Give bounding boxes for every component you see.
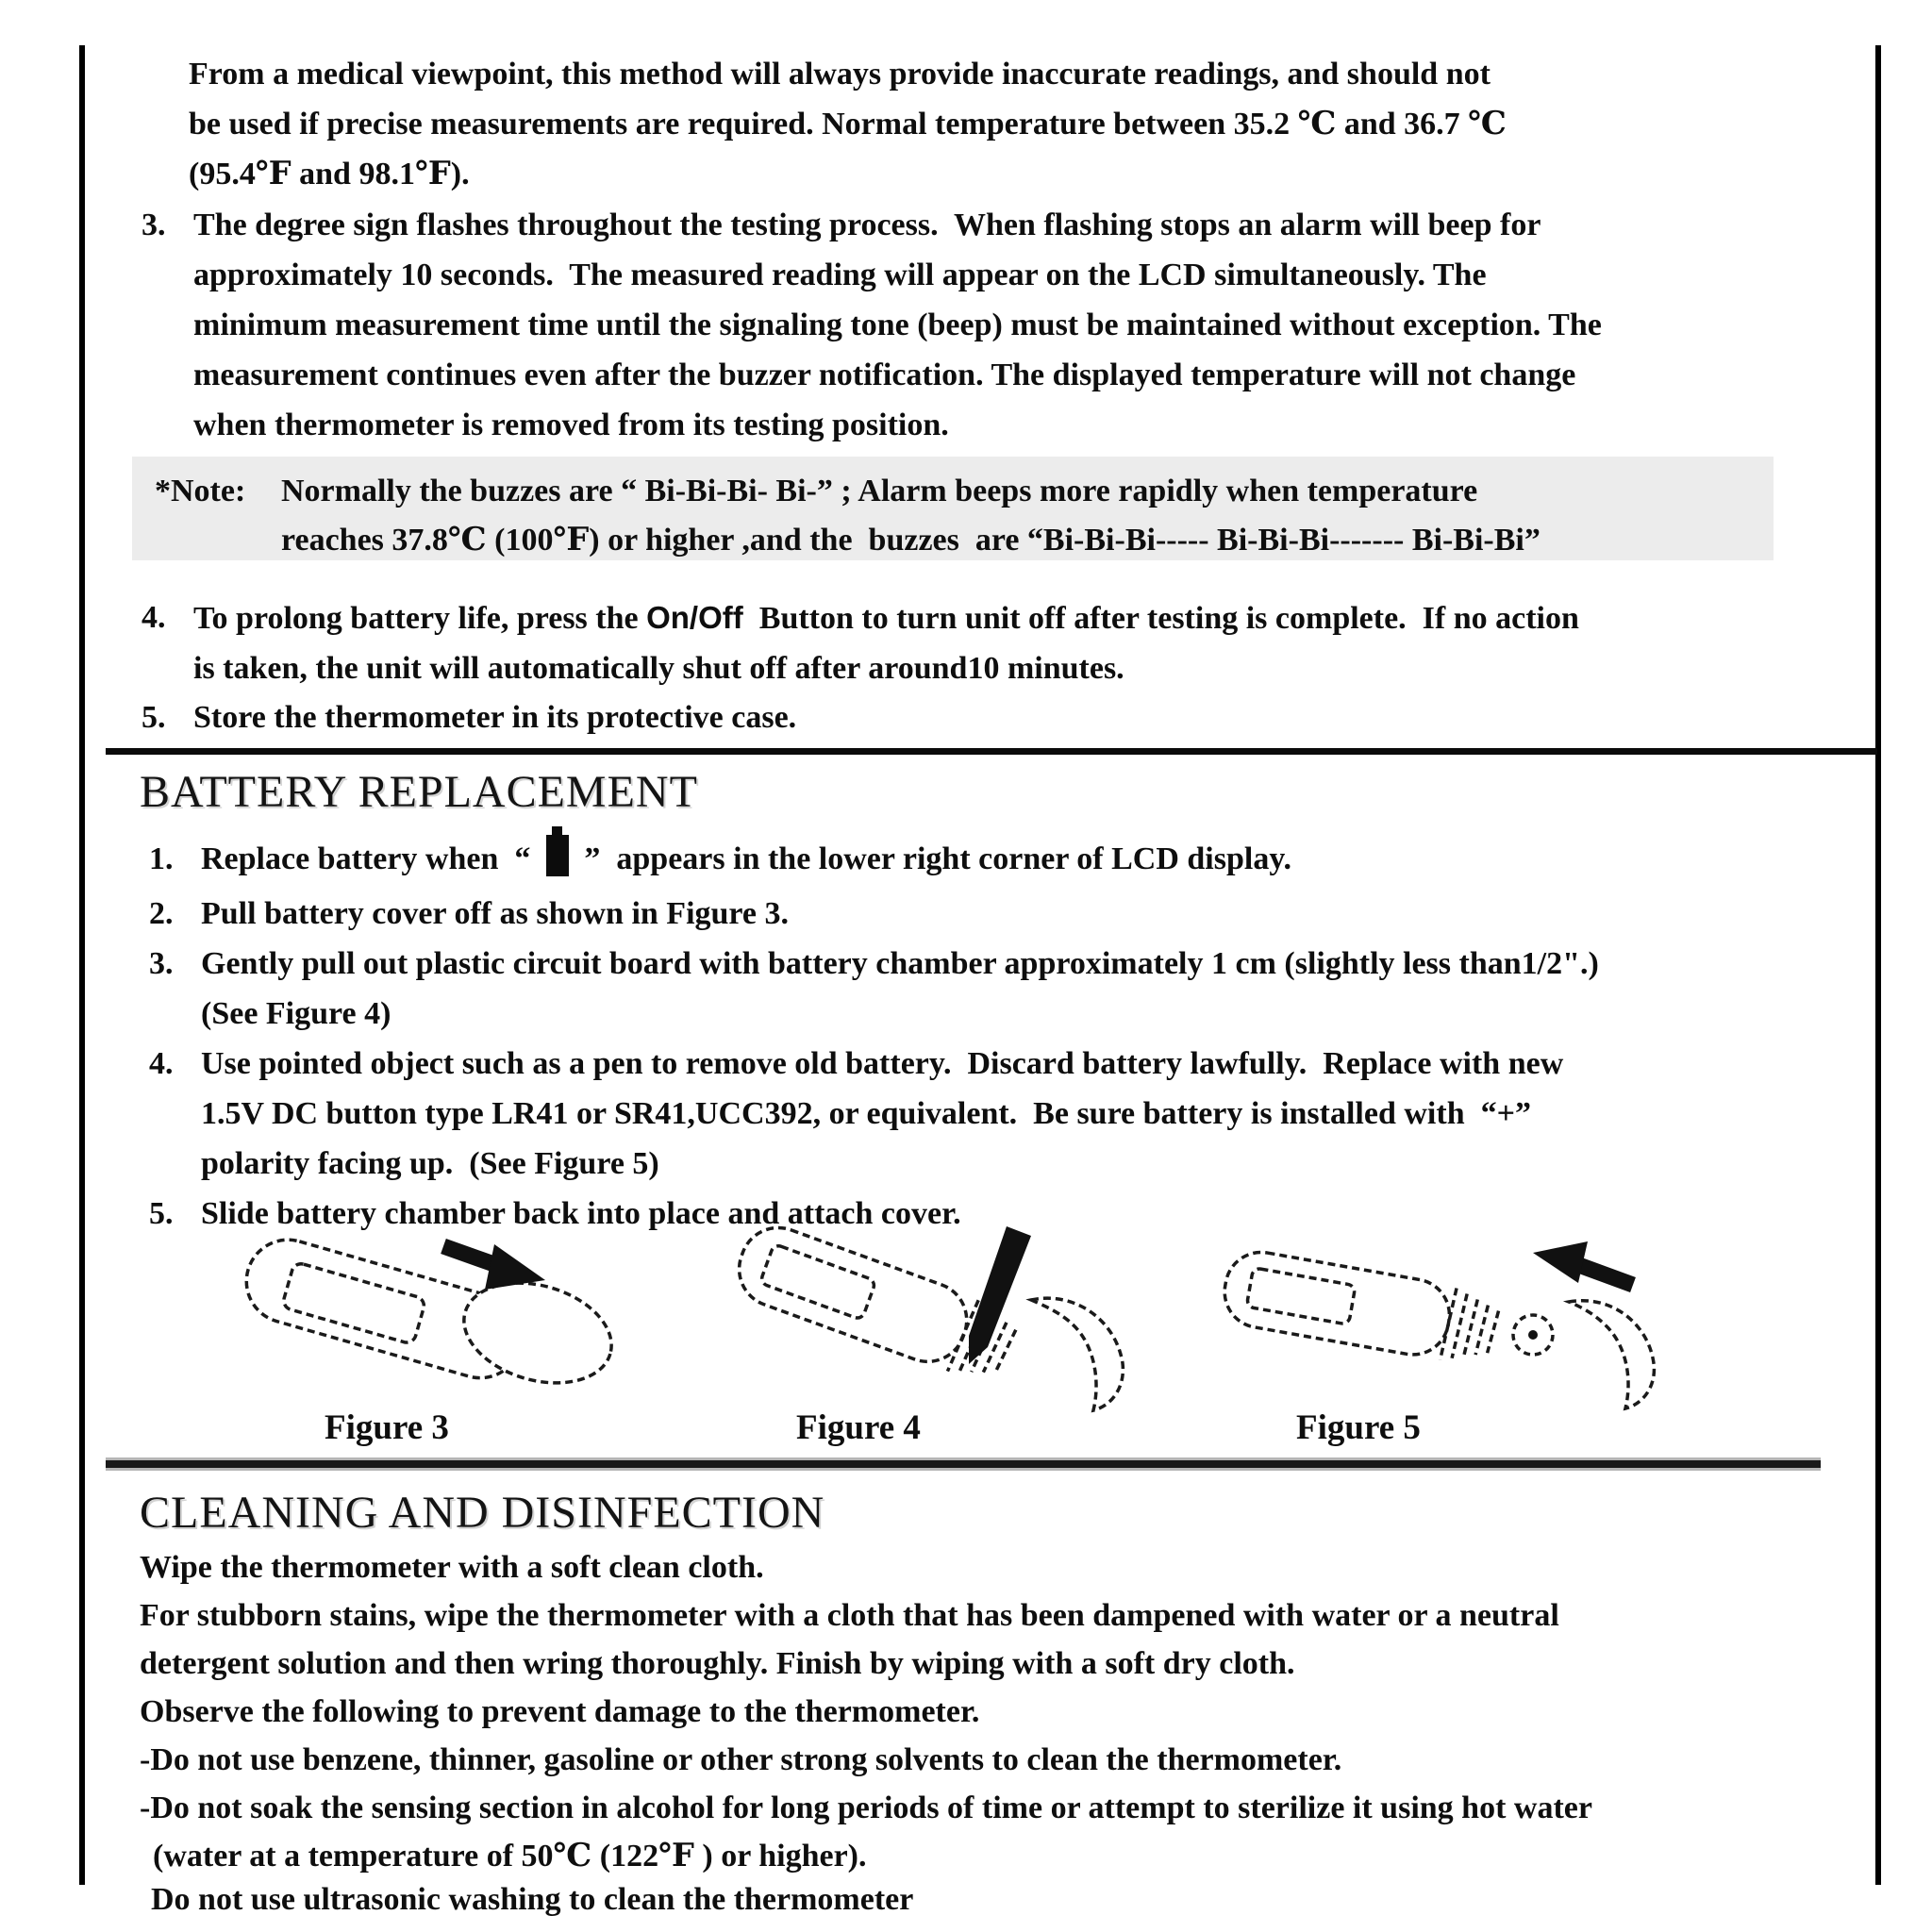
note-line: Normally the buzzes are “ Bi-Bi-Bi- Bi-” ; Alarm beeps more rapidly when temperature xyxy=(281,474,1478,508)
battery-install-drawing xyxy=(1222,1226,1665,1410)
figure5-illustration xyxy=(1222,1226,1665,1410)
figure4-caption: Figure 4 xyxy=(796,1408,921,1447)
text-line: (95.4℉ and 98.1℉). xyxy=(189,157,470,192)
text-line: For stubborn stains, wipe the thermometer with a cloth that has been dampened with water or a neutral xyxy=(140,1598,1559,1633)
figure3-caption: Figure 3 xyxy=(325,1408,449,1447)
battery-step-2 xyxy=(149,889,789,939)
note-box xyxy=(132,457,1774,560)
text-line: From a medical viewpoint, this method will always provide inaccurate readings, and should not xyxy=(189,57,1491,92)
text-line: detergent solution and then wring thoroughly. Finish by wiping with a soft dry cloth. xyxy=(140,1646,1295,1681)
text-line: Store the thermometer in its protective case. xyxy=(193,700,797,735)
battery-step-1 xyxy=(149,834,1291,884)
text-line: Use pointed object such as a pen to remove old battery. Discard battery lawfully. Replace with new xyxy=(201,1046,1564,1081)
list-number: 4. xyxy=(142,600,166,635)
on-off-button-label: On/Off xyxy=(646,600,743,635)
text-line: Pull battery cover off as shown in Figure 3. xyxy=(201,896,789,931)
text-span: Replace battery when “ xyxy=(201,841,539,876)
battery-step-4 xyxy=(149,1039,1563,1189)
battery-cover-outline xyxy=(1569,1301,1654,1408)
text-line: (water at a temperature of 50℃ (122℉ ) or higher). xyxy=(153,1839,867,1874)
list-item-5 xyxy=(142,692,796,742)
text-span: To prolong battery life, press the xyxy=(193,601,647,636)
text-line: is taken, the unit will automatically shut off after around10 minutes. xyxy=(193,651,1124,686)
text-line xyxy=(201,834,1291,884)
text-line: when thermometer is removed from its testing position. xyxy=(193,408,949,442)
text-span: ” appears in the lower right corner of LCD display. xyxy=(575,841,1291,876)
list-number: 4. xyxy=(149,1046,174,1081)
battery-polarity-dot xyxy=(1528,1330,1538,1340)
list-number: 1. xyxy=(149,841,174,876)
battery-low-icon xyxy=(546,835,569,876)
figure3-illustration xyxy=(226,1231,670,1410)
text-line: Observe the following to prevent damage to the thermometer. xyxy=(140,1694,980,1729)
text-line: minimum measurement time until the signaling tone (beep) must be maintained without exception. The xyxy=(193,308,1602,342)
thermometer-body-outline xyxy=(728,1217,977,1372)
text-line: 1.5V DC button type LR41 or SR41,UCC392, or equivalent. Be sure battery is installed with “+” xyxy=(201,1096,1531,1131)
list-item-3 xyxy=(142,200,1602,450)
left-page-border xyxy=(79,45,85,1885)
right-page-border xyxy=(1875,45,1881,1885)
lcd-window-outline xyxy=(282,1261,426,1344)
thermometer-body-outline xyxy=(1219,1246,1455,1359)
list-item-4 xyxy=(142,592,1579,693)
figure4-illustration xyxy=(731,1226,1146,1415)
text-span: Button to turn unit off after testing is complete. If no action xyxy=(742,601,1579,636)
clipped-bottom-line: Do not use ultrasonic washing to clean the thermometer xyxy=(151,1882,914,1917)
slide-arrow-icon xyxy=(1576,1264,1633,1285)
circuit-board-pullout-drawing xyxy=(731,1226,1146,1415)
cleaning-heading: CLEANING AND DISINFECTION xyxy=(140,1488,825,1538)
battery-replacement-heading: BATTERY REPLACEMENT xyxy=(140,767,698,817)
text-line: The degree sign flashes throughout the testing process. When flashing stops an alarm will beep for xyxy=(193,208,1541,242)
text-line xyxy=(193,592,1579,643)
pen-icon xyxy=(969,1226,1031,1364)
list-number: 2. xyxy=(149,896,174,931)
text-line: (See Figure 4) xyxy=(201,996,391,1031)
text-line: be used if precise measurements are required. Normal temperature between 35.2 ℃ and 36.7 ℃ xyxy=(189,107,1507,142)
text-line: -Do not use benzene, thinner, gasoline or other strong solvents to clean the thermometer. xyxy=(140,1742,1342,1777)
section-divider-rule xyxy=(106,748,1877,755)
battery-step-3 xyxy=(149,939,1599,1039)
thermometer-cover-removal-drawing xyxy=(226,1231,670,1410)
figure5-caption: Figure 5 xyxy=(1296,1408,1421,1447)
text-line: Wipe the thermometer with a soft clean cloth. xyxy=(140,1550,764,1585)
section-divider-rule xyxy=(106,1460,1821,1468)
text-line: Slide battery chamber back into place and attach cover. xyxy=(201,1196,961,1231)
list-number: 3. xyxy=(149,946,174,981)
text-line: approximately 10 seconds. The measured reading will appear on the LCD simultaneously. The xyxy=(193,258,1487,292)
intro-paragraph xyxy=(189,49,1507,199)
list-number: 5. xyxy=(149,1196,174,1231)
text-line: measurement continues even after the buzzer notification. The displayed temperature will not change xyxy=(193,358,1576,392)
text-line: -Do not soak the sensing section in alcohol for long periods of time or attempt to sterilize it using hot water xyxy=(140,1790,1592,1825)
lcd-window-outline xyxy=(759,1244,875,1321)
cleaning-paragraph xyxy=(140,1543,1592,1880)
list-number: 5. xyxy=(142,700,166,735)
lcd-window-outline xyxy=(1246,1268,1356,1324)
text-line: Gently pull out plastic circuit board with battery chamber approximately 1 cm (slightly less than1/2".) xyxy=(201,946,1599,981)
note-label: *Note: xyxy=(155,474,246,508)
list-number: 3. xyxy=(142,208,166,242)
note-line: reaches 37.8℃ (100℉) or higher ,and the buzzes are “Bi-Bi-Bi----- Bi-Bi-Bi------- Bi-Bi-Bi” xyxy=(281,523,1541,558)
slide-arrow-head xyxy=(1533,1241,1588,1283)
text-line: polarity facing up. (See Figure 5) xyxy=(201,1146,659,1181)
battery-cover-outline xyxy=(1031,1298,1123,1410)
